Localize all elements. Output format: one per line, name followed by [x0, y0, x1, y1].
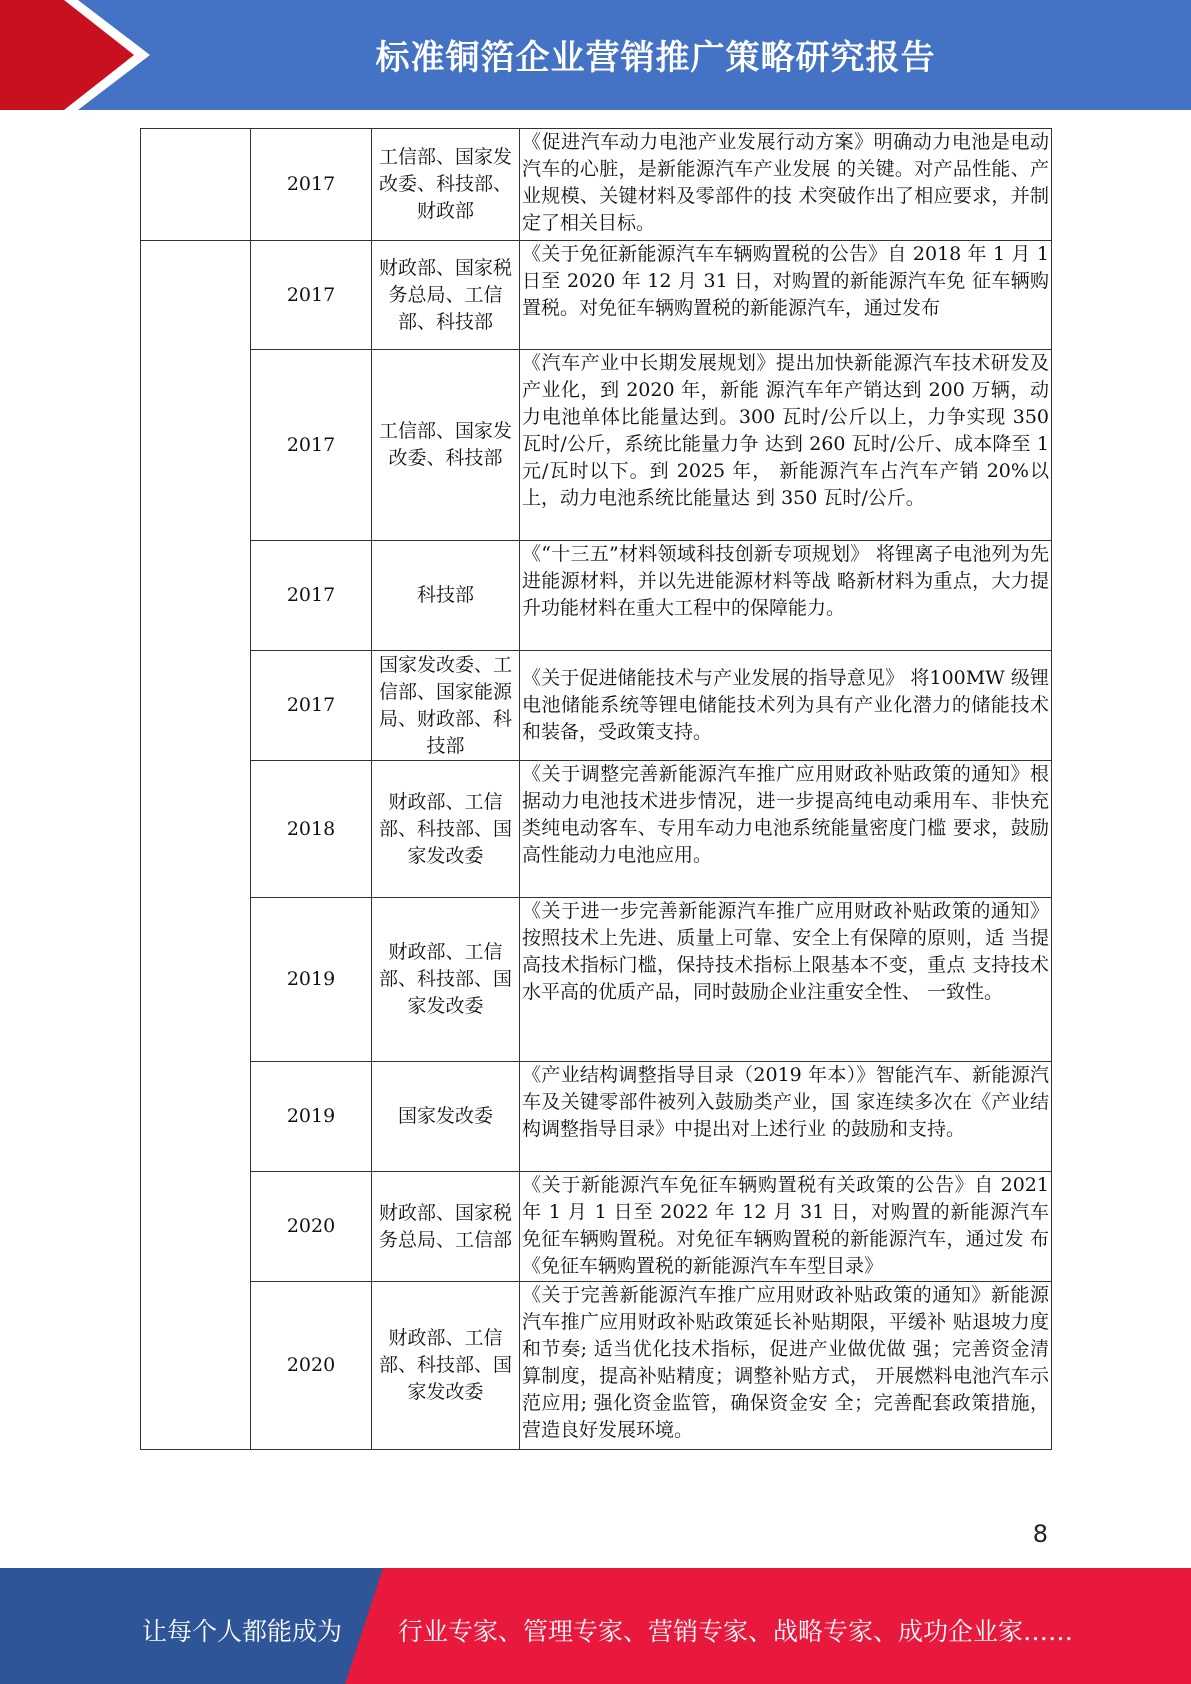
table-row: [141, 898, 1052, 1062]
department-cell: 国家发改委、工 信部、国家能源 局、财政部、科 技部: [372, 651, 520, 761]
table-row: [141, 241, 1052, 350]
policy-content-cell: 《关于免征新能源汽车车辆购置税的公告》自 2018 年 1 月 1 日至 2020 年 12 月 31 日，对购置的新能源汽车免 征车辆购置税。对免征车辆购置税的新能源汽车，通过发布: [520, 241, 1052, 350]
policy-content-cell: 《关于促进储能技术与产业发展的指导意见》 将100MW 级锂电池储能系统等锂电储能技术列为具有产业化潜力的储能技术和装备，受政策支持。: [520, 651, 1052, 761]
footer-slogan-left: 让每个人都能成为: [142, 1617, 343, 1646]
page-footer: [0, 1568, 1191, 1684]
table-row: [141, 129, 1052, 241]
page-header: [0, 0, 1191, 110]
table-row: [141, 1172, 1052, 1282]
year-cell: 2019: [251, 898, 372, 1062]
year-cell: 2017: [251, 129, 372, 241]
year-cell: 2020: [251, 1282, 372, 1450]
policy-content-cell: 《汽车产业中长期发展规划》提出加快新能源汽车技术研发及产业化，到 2020 年，新能 源汽车年产销达到 200 万辆，动力电池单体比能量达到。300 瓦时/公斤以上，力争实现 350 瓦时/公斤，系统比能量力争 达到 260 瓦时/公斤、成本降至 1 元/瓦时以下。到 2025 年， 新能源汽车占汽车产销 20%以上，动力电池系统比能量达 到 350 瓦时/公斤。: [520, 350, 1052, 541]
department-cell: 工信部、国家发 改委、科技部: [372, 350, 520, 541]
table-row: [141, 1282, 1052, 1450]
department-cell: 财政部、工信部、科技部、国 家发改委: [372, 1282, 520, 1450]
department-cell: 财政部、工信部、科技部、国 家发改委: [372, 898, 520, 1062]
table-row: [141, 541, 1052, 651]
footer-slogan-right: 行业专家、管理专家、营销专家、战略专家、成功企业家……: [398, 1617, 1074, 1646]
table-row: [141, 350, 1052, 541]
year-cell: 2017: [251, 541, 372, 651]
policy-table: [140, 128, 1051, 1450]
category-cell: [141, 241, 251, 1450]
policy-content-cell: 《关于调整完善新能源汽车推广应用财政补贴政策的通知》根据动力电池技术进步情况，进一步提高纯电动乘用车、非快充类纯电动客车、专用车动力电池系统能量密度门槛 要求，鼓励高性能动力电池应用。: [520, 761, 1052, 898]
year-cell: 2017: [251, 651, 372, 761]
table-row: [141, 1062, 1052, 1172]
department-cell: 财政部、国家税务总局、工信部: [372, 1172, 520, 1282]
page-number: 8: [1032, 1520, 1048, 1548]
policy-content-cell: 《产业结构调整指导目录（2019 年本）》智能汽车、新能源汽车及关键零部件被列入鼓励类产业，国 家连续多次在《产业结构调整指导目录》中提出对上述行业 的鼓励和支持。: [520, 1062, 1052, 1172]
policy-content-cell: 《“十三五”材料领域科技创新专项规划》 将锂离子电池列为先进能源材料，并以先进能源材料等战 略新材料为重点，大力提升功能材料在重大工程中的保障能力。: [520, 541, 1052, 651]
department-cell: 科技部: [372, 541, 520, 651]
department-cell: 财政部、国家税 务总局、工信 部、科技部: [372, 241, 520, 350]
year-cell: 2017: [251, 241, 372, 350]
year-cell: 2019: [251, 1062, 372, 1172]
department-cell: 国家发改委: [372, 1062, 520, 1172]
department-cell: 财政部、工信部、科技部、国 家发改委: [372, 761, 520, 898]
table-row: [141, 761, 1052, 898]
header-arrow-icon: [0, 0, 150, 110]
category-cell: [141, 129, 251, 241]
department-cell: 工信部、国家发 改委、科技部、 财政部: [372, 129, 520, 241]
policy-content-cell: 《关于完善新能源汽车推广应用财政补贴政策的通知》新能源汽车推广应用财政补贴政策延长补贴期限，平缓补 贴退坡力度和节奏; 适当优化技术指标，促进产业做优做 强；完善资金清算制度，提高补贴精度；调整补贴方式， 开展燃料电池汽车示范应用; 强化资金监管，确保资金安 全；完善配套政策措施，营造良好发展环境。: [520, 1282, 1052, 1450]
year-cell: 2018: [251, 761, 372, 898]
report-title: 标准铜箔企业营销推广策略研究报告: [375, 38, 936, 78]
policy-content-cell: 《关于新能源汽车免征车辆购置税有关政策的公告》自 2021 年 1 月 1 日至 2022 年 12 月 31 日，对购置的新能源汽车 免征车辆购置税。对免征车辆购置税的新能源汽车，通过发 布《免征车辆购置税的新能源汽车车型目录》: [520, 1172, 1052, 1282]
table-row: [141, 651, 1052, 761]
policy-content-cell: 《促进汽车动力电池产业发展行动方案》明确动力电池是电动汽车的心脏，是新能源汽车产业发展 的关键。对产品性能、产业规模、关键材料及零部件的技 术突破作出了相应要求，并制定了相关目标。: [520, 129, 1052, 241]
policy-content-cell: 《关于进一步完善新能源汽车推广应用财政补贴政策的通知》按照技术上先进、质量上可靠、安全上有保障的原则，适 当提高技术指标门槛，保持技术指标上限基本不变，重点 支持技术水平高的优质产品，同时鼓励企业注重安全性、 一致性。: [520, 898, 1052, 1062]
year-cell: 2020: [251, 1172, 372, 1282]
year-cell: 2017: [251, 350, 372, 541]
